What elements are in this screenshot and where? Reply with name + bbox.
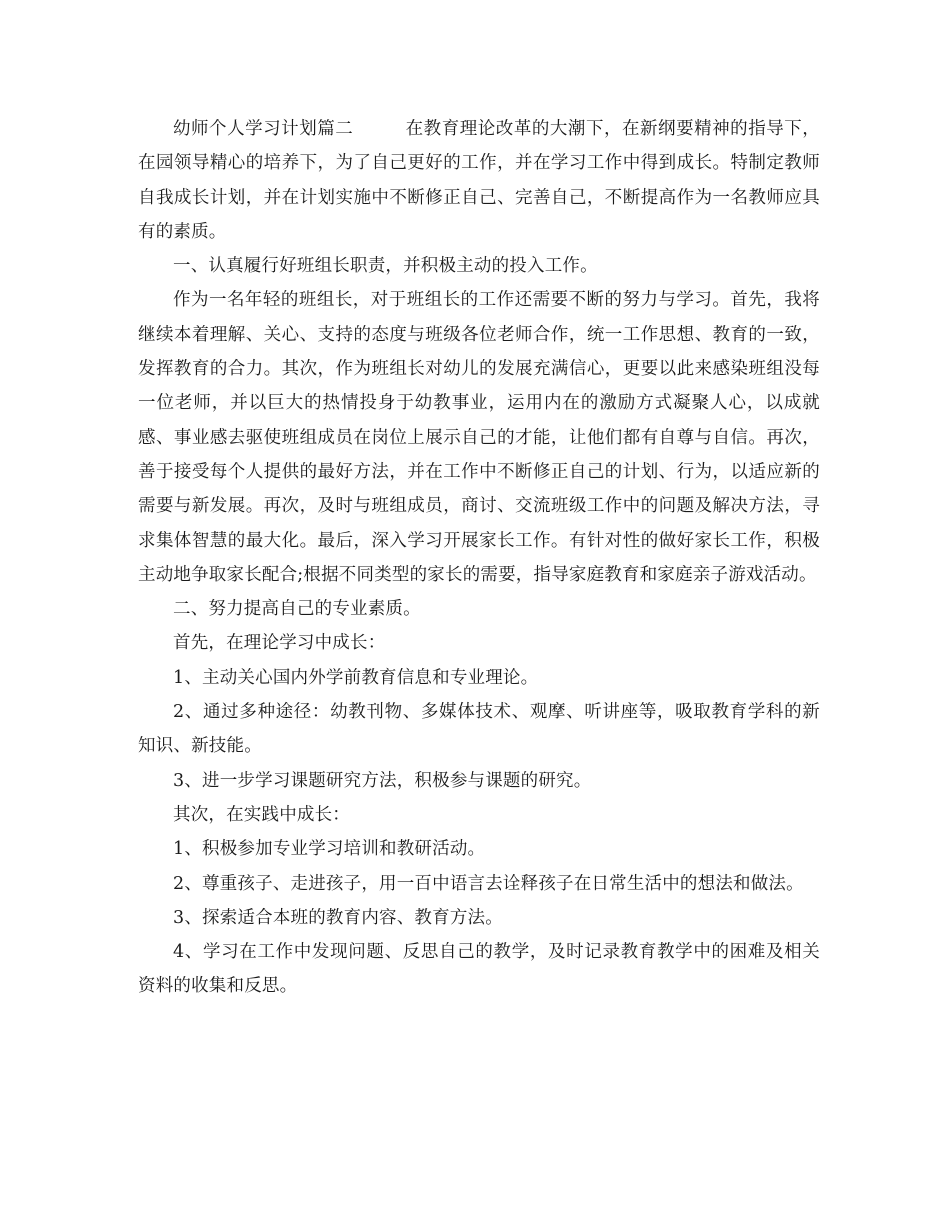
list-item: 1、主动关心国内外学前教育信息和专业理论。 [173, 667, 539, 688]
subheading-practice: 其次，在实践中成长： [173, 804, 350, 825]
list-item: 3、进一步学习课题研究方法，积极参与课题的研究。 [173, 770, 592, 791]
list-item: 2、通过多种途径：幼教刊物、多媒体技术、观摩、听讲座等，吸取教育学科的新知识、新技能。 [138, 702, 820, 757]
document-page [138, 112, 820, 1004]
list-item: 2、尊重孩子、走进孩子，用一百中语言去诠释孩子在日常生活中的想法和做法。 [173, 873, 804, 894]
section-heading-1: 一、认真履行好班组长职责，并积极主动的投入工作。 [173, 256, 598, 277]
list-item: 1、积极参加专业学习培训和教研活动。 [173, 839, 486, 860]
list-item: 4、学习在工作中发现问题、反思自己的教学，及时记录教育教学中的困难及相关资料的收集和反思。 [138, 942, 820, 997]
body-paragraph: 作为一名年轻的班组长，对于班组长的工作还需要不断的努力与学习。首先，我将继续本着理解、关心、支持的态度与班级各位老师合作，统一工作思想、教育的一致，发挥教育的合力。其次，作为班组长对幼儿的发展充满信心，更要以此来感染班组没每一位老师，并以巨大的热情投身于幼教事业，运用内在的激励方式凝聚人心，以成就感、事业感去驱使班组成员在岗位上展示自己的才能，让他们都有自尊与自信。再次，善于接受每个人提供的最好方法，并在工作中不断修正自己的计划、行为，以适应新的需要与新发展。再次，及时与班组成员，商讨、交流班级工作中的问题及解决方法，寻求集体智慧的最大化。最后，深入学习开展家长工作。有针对性的做好家长工作，积极主动地争取家长配合;根据不同类型的家长的需要，指导家庭教育和家庭亲子游戏活动。 [138, 290, 820, 585]
subheading-theory: 首先，在理论学习中成长： [173, 633, 386, 654]
section-heading-2: 二、努力提高自己的专业素质。 [173, 599, 421, 620]
intro-paragraph [138, 112, 820, 249]
list-item: 3、探索适合本班的教育内容、教育方法。 [173, 907, 503, 928]
intro-text: 在教育理论改革的大潮下，在新纲要精神的指导下，在园领导精心的培养下，为了自己更好的工作，并在学习工作中得到成长。特制定教师自我成长计划，并在计划实施中不断修正自己、完善自己，不断提高作为一名教师应具有的素质。 [138, 119, 821, 242]
document-title: 幼师个人学习计划篇二 [173, 119, 354, 139]
